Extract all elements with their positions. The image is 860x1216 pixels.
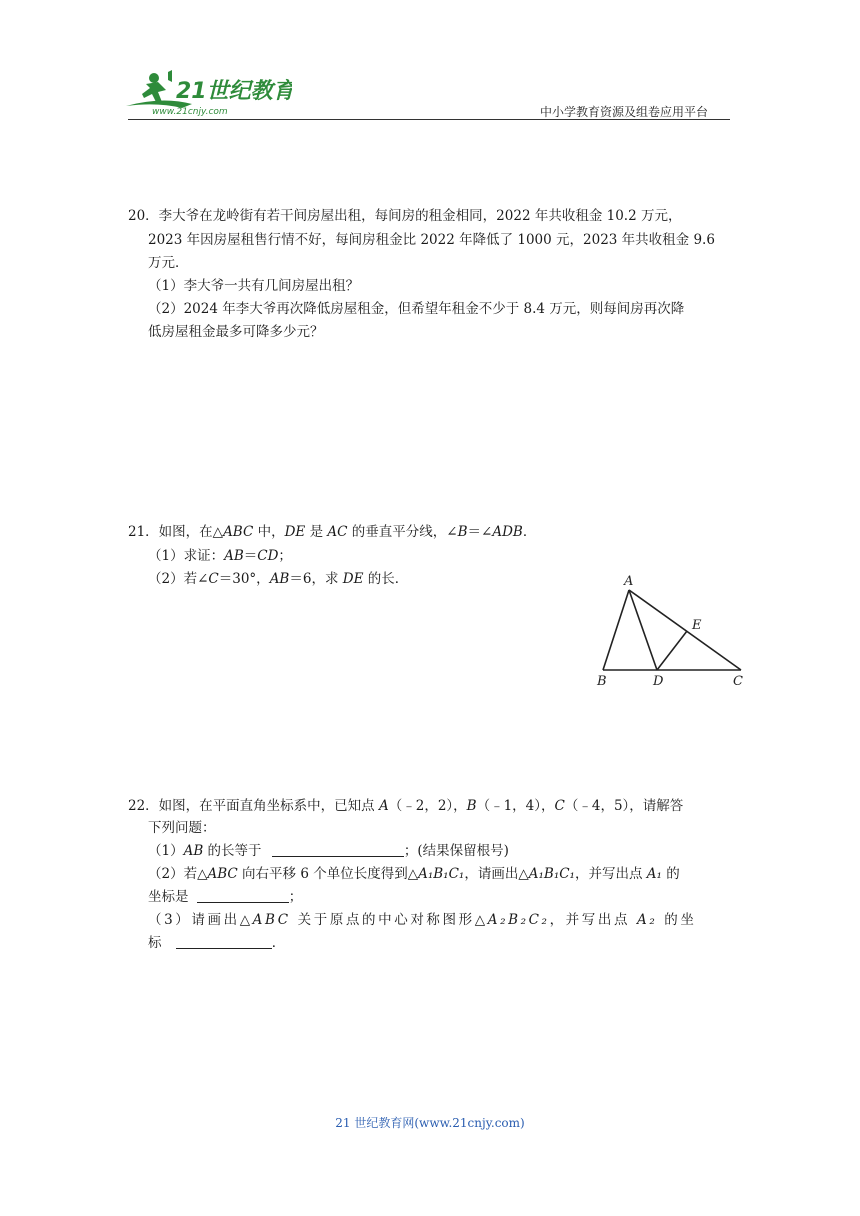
- segment-de: [657, 631, 687, 670]
- q21-part1: （1）求证：AB＝CD；: [148, 548, 292, 564]
- label-b: B: [597, 674, 607, 689]
- q22-line2: 下列问题：: [148, 820, 216, 836]
- header-divider: [128, 119, 730, 120]
- label-c: C: [733, 674, 743, 689]
- answer-blank-2[interactable]: [197, 887, 289, 903]
- label-d: D: [653, 674, 664, 689]
- svg-text:21世纪教育: 21世纪教育: [176, 79, 292, 104]
- q20-line1: 20．李大爷在龙岭街有若干间房屋出租，每间房的租金相同，2022 年共收租金 10.2 万元，: [128, 208, 682, 224]
- q22-part1: （1）AB 的长等于 ；(结果保留根号): [148, 843, 509, 859]
- q21-line1: 21．如图，在△ABC 中，DE 是 AC 的垂直平分线，∠B＝∠ADB．: [128, 524, 537, 540]
- label-e: E: [692, 618, 702, 633]
- footer-link[interactable]: 21 世纪教育网(www.21cnjy.com): [335, 1116, 525, 1130]
- logo: [122, 68, 292, 118]
- q22-line1: 22．如图，在平面直角坐标系中，已知点 A（﹣2，2），B（﹣1，4），C（﹣4，5），请解答: [128, 798, 684, 814]
- q22-part3-line1: （3）请画出△ABC 关于原点的中心对称图形△A₂B₂C₂，并写出点 A₂ 的坐: [148, 912, 697, 928]
- segment-ab: [603, 590, 629, 670]
- triangle-figure: [592, 572, 752, 692]
- segment-ad: [629, 590, 657, 670]
- q20-part1: （1）李大爷一共有几间房屋出租？: [148, 278, 360, 294]
- q20-line3: 万元．: [148, 255, 189, 271]
- q20-part2-line2: 低房屋租金最多可降多少元？: [148, 324, 324, 340]
- platform-title: 中小学教育资源及组卷应用平台: [540, 105, 709, 119]
- q20-line2: 2023 年因房屋租售行情不好，每间房租金比 2022 年降低了 1000 元，2023 年共收租金 9.6: [148, 232, 715, 248]
- q22-part2-line1: （2）若△ABC 向右平移 6 个单位长度得到△A₁B₁C₁，请画出△A₁B₁C₁，并写出点 A₁ 的: [148, 866, 680, 882]
- answer-blank-1[interactable]: [272, 841, 404, 857]
- q20-part2-line1: （2）2024 年李大爷再次降低房屋租金，但希望年租金不少于 8.4 万元，则每间房再次降: [148, 301, 685, 317]
- svg-text:www.21cnjy.com: www.21cnjy.com: [152, 107, 228, 117]
- q22-part2-line2: 坐标是 ；: [148, 889, 303, 905]
- q22-part3-line2: 标 ．: [148, 935, 286, 951]
- answer-blank-3[interactable]: [176, 933, 272, 949]
- segment-ac: [629, 590, 741, 670]
- label-a: A: [624, 574, 634, 589]
- q21-part2: （2）若∠C＝30°，AB＝6，求 DE 的长．: [148, 571, 409, 587]
